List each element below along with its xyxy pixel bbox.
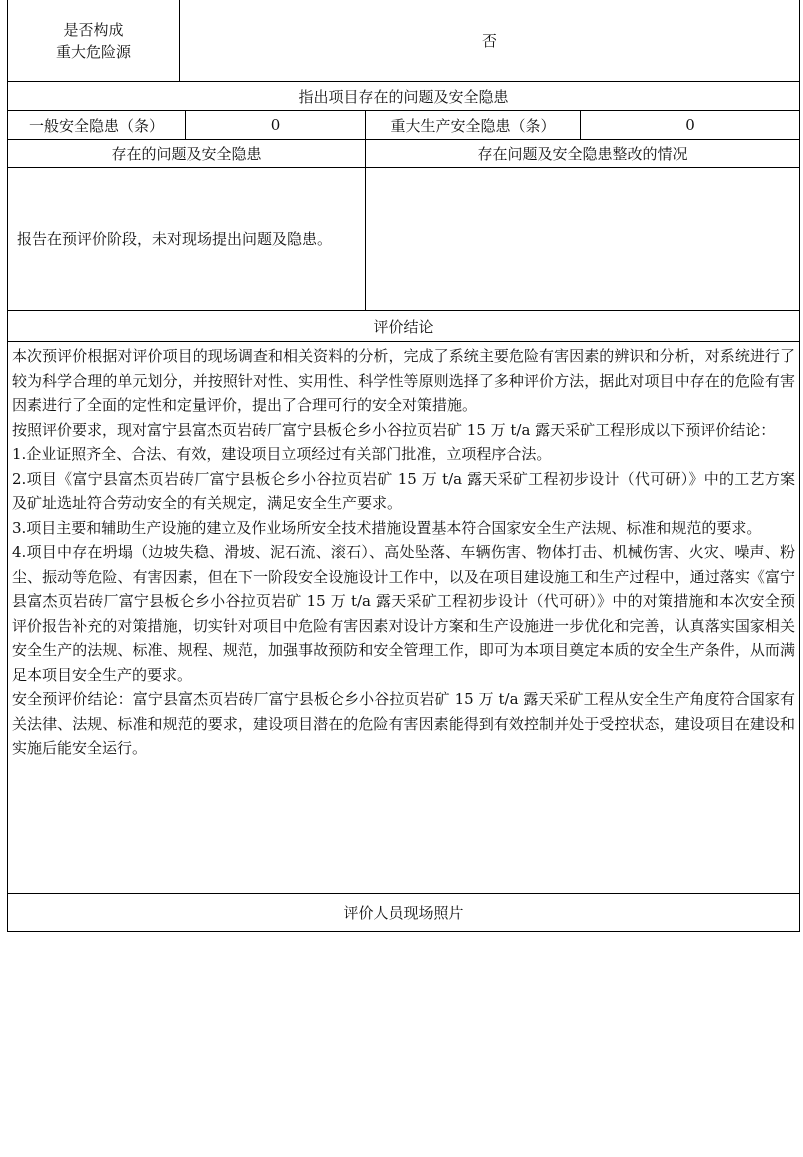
issues-column-header: 存在的问题及安全隐患 [8,140,366,167]
issues-text: 报告在预评价阶段，未对现场提出问题及隐患。 [8,168,366,310]
major-hazard-label [8,0,180,81]
photos-title: 评价人员现场照片 [343,904,464,922]
conclusion-paragraph: 本次预评价根据对评价项目的现场调查和相关资料的分析，完成了系统主要危险有害因素的辨识和分析，对系统进行了较为科学合理的单元划分，并按照针对性、实用性、科学性等原则选择了多种评价方法，据此对项目中存在的危险有害因素进行了全面的定性和定量评价，提出了合理可行的安全对策措施。 [12,347,795,414]
issues-section-title: 指出项目存在的问题及安全隐患 [298,87,509,106]
conclusion-paragraph: 安全预评价结论：富宁县富杰页岩砖厂富宁县板仑乡小谷拉页岩矿 15 万 t/a 露天采矿工程从安全生产角度符合国家有关法律、法规、标准和规范的要求，建设项目潜在的危险有害因素能得到有效控制并处于受控状态，建设项目在建设和实施后能安全运行。 [12,690,795,757]
conclusion-paragraph: 4.项目中存在坍塌（边坡失稳、滑坡、泥石流、滚石）、高处坠落、车辆伤害、物体打击、机械伤害、火灾、噪声、粉尘、振动等危险、有害因素，但在下一阶段安全设施设计工作中，以及在项目建设施工和生产过程中，通过落实《富宁县富杰页岩砖厂富宁县板仑乡小谷拉页岩矿 15 万 t/a 露天采矿工程初步设计（代可研）》中的对策措施和本次安全预评价报告补充的对策措施，切实针对项目中危险有害因素对设计方案和生产设施进一步优化和完善，认真落实国家相关安全生产的法规、标准、规程、规范，加强事故预防和安全管理工作，即可为本项目奠定本质的安全生产条件，从而满足本项目安全生产的要求。 [12,543,795,684]
major-hazard-label-line1: 是否构成 [63,20,124,39]
major-hazard-label-line2: 重大危险源 [55,42,131,61]
conclusion-paragraph: 1.企业证照齐全、合法、有效，建设项目立项经过有关部门批准，立项程序合法。 [12,445,552,463]
major-hazard-value: 否 [481,32,497,50]
major-hazard-row [8,0,799,82]
conclusion-body [8,342,799,893]
rectification-column-header: 存在问题及安全隐患整改的情况 [477,145,688,163]
rectification-text [366,168,799,310]
major-hazard-count-label: 重大生产安全隐患（条） [366,111,581,139]
photos-header-row [8,894,799,932]
conclusion-paragraph: 3.项目主要和辅助生产设施的建立及作业场所安全技术措施设置基本符合国家安全生产法规、标准和规范的要求。 [12,518,762,537]
conclusion-title: 评价结论 [373,317,434,336]
hazard-count-row [8,111,799,140]
general-hazard-label: 一般安全隐患（条） [8,111,186,139]
conclusion-header-row [8,311,799,342]
conclusion-paragraph: 2.项目《富宁县富杰页岩砖厂富宁县板仑乡小谷拉页岩矿 15 万 t/a 露天采矿工程初步设计（代可研）》中的工艺方案及矿址选址符合劳动安全的有关规定，满足安全生产要求。 [12,469,795,512]
issues-section-header-row [8,82,799,111]
conclusion-paragraph: 按照评价要求，现对富宁县富杰页岩砖厂富宁县板仑乡小谷拉页岩矿 15 万 t/a 露天采矿工程形成以下预评价结论： [12,420,776,439]
conclusion-body-row [8,342,799,894]
evaluation-table [7,0,800,932]
major-hazard-count: 0 [685,116,695,134]
general-hazard-count: 0 [186,111,366,139]
issues-columns-header-row [8,140,799,168]
issues-content-row [8,168,799,311]
